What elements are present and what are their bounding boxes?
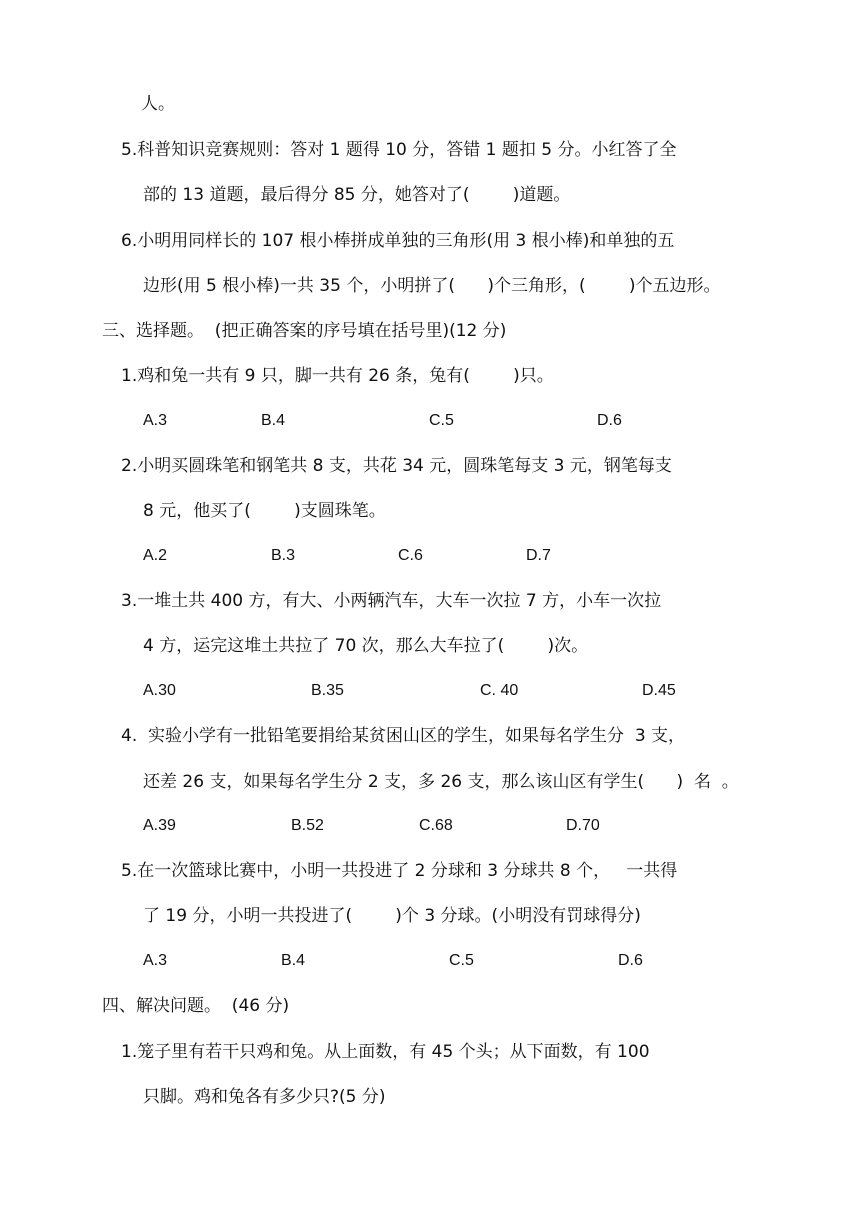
question-text-line: 2.小明买圆珠笔和钢笔共 8 支，共花 34 元，圆珠笔每支 3 元，钢笔每支 — [121, 456, 672, 476]
question-text-line: 只脚。鸡和兔各有多少只?(5 分) — [143, 1087, 386, 1107]
option-c: C. 40 — [480, 682, 519, 699]
question-text-line: 5.科普知识竞赛规则：答对 1 题得 10 分，答错 1 题扣 5 分。小红答了全 — [121, 140, 677, 160]
option-c: C.6 — [398, 547, 423, 564]
question-text-line: 4. 实验小学有一批铅笔要捐给某贫困山区的学生，如果每名学生分 3 支， — [121, 726, 686, 746]
question-text-line: 3.一堆土共 400 方，有大、小两辆汽车，大车一次拉 7 方，小车一次拉 — [121, 591, 662, 611]
question-text-line: 6.小明用同样长的 107 根小棒拼成单独的三角形(用 3 根小棒)和单独的五 — [121, 231, 675, 251]
section-3-heading: 三、选择题。 (把正确答案的序号填在括号里)(12 分) — [102, 321, 507, 341]
question-text-line: 5.在一次篮球比赛中，小明一共投进了 2 分球和 3 分球共 8 个， 一共得 — [121, 861, 678, 881]
option-a: A.3 — [143, 952, 168, 969]
option-b: B.3 — [271, 547, 296, 564]
option-d: D.70 — [566, 817, 600, 834]
option-d: D.6 — [618, 952, 643, 969]
option-c: C.5 — [429, 412, 454, 429]
question-text-line: 边形(用 5 根小棒)一共 35 个，小明拼了( )个三角形，( )个五边形。 — [143, 276, 721, 296]
question-text-line: 部的 13 道题，最后得分 85 分，她答对了( )道题。 — [143, 185, 571, 205]
option-b: B.52 — [291, 817, 324, 834]
option-d: D.6 — [597, 412, 622, 429]
option-c: C.68 — [419, 817, 453, 834]
option-a: A.3 — [143, 412, 168, 429]
option-b: B.35 — [311, 682, 344, 699]
question-text-line: 还差 26 支，如果每名学生分 2 支，多 26 支，那么该山区有学生( ) 名 。 — [143, 772, 739, 792]
option-a: A.2 — [143, 547, 168, 564]
option-a: A.30 — [143, 682, 176, 699]
option-b: B.4 — [261, 412, 286, 429]
option-d: D.7 — [526, 547, 551, 564]
option-c: C.5 — [449, 952, 474, 969]
question-text-line: 4 方，运完这堆土共拉了 70 次，那么大车拉了( )次。 — [143, 636, 589, 656]
option-b: B.4 — [281, 952, 306, 969]
option-a: A.39 — [143, 817, 176, 834]
prev-question-tail: 人。 — [141, 94, 175, 114]
question-text-line: 1.笼子里有若干只鸡和兔。从上面数，有 45 个头；从下面数，有 100 — [121, 1042, 650, 1062]
question-text-line: 1.鸡和兔一共有 9 只，脚一共有 26 条，兔有( )只。 — [121, 366, 554, 386]
section-4-heading: 四、解决问题。 (46 分) — [102, 996, 290, 1016]
question-text-line: 了 19 分，小明一共投进了( )个 3 分球。(小明没有罚球得分) — [143, 906, 641, 926]
option-d: D.45 — [642, 682, 676, 699]
question-text-line: 8 元，他买了( )支圆珠笔。 — [143, 501, 386, 521]
